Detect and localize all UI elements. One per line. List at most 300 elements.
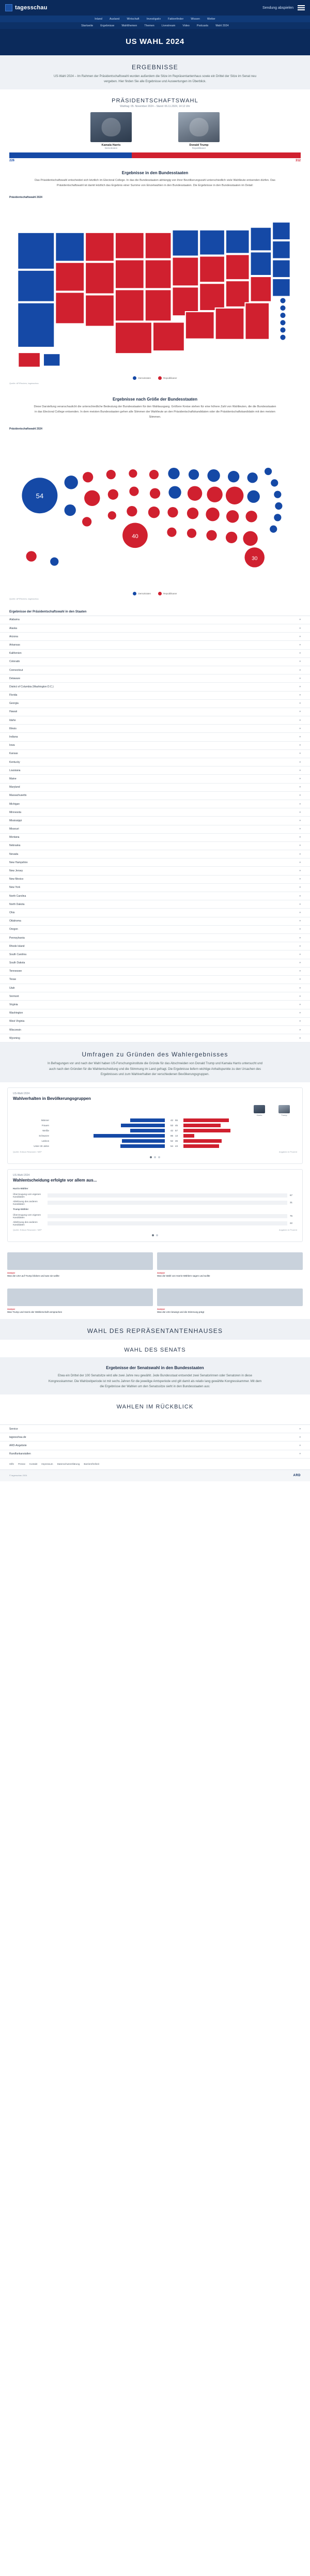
state-row[interactable] xyxy=(0,658,310,666)
us-bubble-map[interactable] xyxy=(0,432,310,590)
state-row[interactable] xyxy=(0,950,310,959)
footer-bottom xyxy=(0,1470,310,1481)
state-name: Alaska xyxy=(9,626,18,630)
states-accordion[interactable] xyxy=(0,616,310,1043)
nav-item-wissen[interactable]: Wissen xyxy=(191,17,200,21)
state-row[interactable] xyxy=(0,884,310,892)
secondary-nav[interactable] xyxy=(0,22,310,29)
teaser-tag: Analyse xyxy=(157,1307,165,1310)
state-row[interactable] xyxy=(0,992,310,1001)
us-bubble-map-svg xyxy=(8,433,302,590)
chart1-rep-bar xyxy=(183,1139,222,1143)
chart1-dem-bar-wrap xyxy=(51,1139,165,1143)
subnav-item-wahlthemen[interactable]: Wahlthemen xyxy=(121,24,137,27)
state-name: Iowa xyxy=(9,744,15,747)
state-name: Washington xyxy=(9,1011,23,1015)
chevron-down-icon: ▾ xyxy=(299,944,301,948)
state-name: Arkansas xyxy=(9,643,20,647)
chevron-down-icon: ▾ xyxy=(299,794,301,798)
footer-link[interactable]: Hilfe xyxy=(9,1462,14,1465)
chart1-rep-value: 46 xyxy=(175,1139,178,1142)
chevron-down-icon: ▾ xyxy=(299,668,301,672)
chart1-dem-bar-wrap xyxy=(51,1129,165,1132)
nav-item-investigativ[interactable]: Investigativ xyxy=(146,17,161,21)
teaser-tag: Analyse xyxy=(157,1271,165,1274)
state-name: Tennessee xyxy=(9,970,22,973)
chart1-rep-bar-wrap xyxy=(183,1139,297,1143)
site-logo[interactable] xyxy=(5,4,48,11)
chevron-down-icon: ▾ xyxy=(299,861,301,864)
chart-card-demographics xyxy=(7,1087,303,1164)
chart1-category-label: Weiße xyxy=(42,1129,49,1132)
subnav-item-startseite[interactable]: Startseite xyxy=(81,24,94,27)
state-row[interactable] xyxy=(0,800,310,808)
chevron-down-icon: ▾ xyxy=(299,869,301,873)
senate-explainer xyxy=(0,1357,310,1394)
chart1-rep-value: 57 xyxy=(175,1129,178,1132)
state-name: Wisconsin xyxy=(9,1028,21,1032)
state-row[interactable] xyxy=(0,842,310,850)
chart2-category-label: Überzeugung vom eigenen Kandidaten xyxy=(13,1213,41,1219)
state-row[interactable] xyxy=(0,616,310,624)
chevron-down-icon: ▾ xyxy=(299,1028,301,1032)
chart1-row xyxy=(13,1134,297,1138)
state-name: New Jersey xyxy=(9,869,23,873)
chart1-source: Quelle: Edison Research / NEP xyxy=(13,1150,42,1153)
state-name: Alabama xyxy=(9,618,20,622)
state-name: New Hampshire xyxy=(9,861,28,864)
state-row[interactable] xyxy=(0,867,310,875)
state-row[interactable] xyxy=(0,784,310,792)
state-name: Texas xyxy=(9,978,17,982)
harris-portrait-image xyxy=(254,1105,265,1113)
candidate-party: Republikaner xyxy=(192,147,206,150)
chart1-dem-bar xyxy=(130,1129,165,1132)
chart1-category-label: Schwarze xyxy=(39,1134,49,1137)
chart1-dem-value: 53 xyxy=(170,1124,173,1127)
bar-segment-democrats xyxy=(9,152,132,158)
legend-swatch-dem-icon xyxy=(133,376,136,380)
footer-section-label: tagesschau.de xyxy=(9,1435,26,1439)
chevron-down-icon: ▾ xyxy=(299,1435,301,1439)
state-row[interactable] xyxy=(0,674,310,683)
state-row[interactable] xyxy=(0,1009,310,1018)
state-row[interactable] xyxy=(0,650,310,658)
electoral-explainer-heading: Ergebnisse in den Bundesstaaten xyxy=(121,171,189,176)
state-name: Maine xyxy=(9,777,17,780)
chart2-source: Quelle: Edison Research / NEP xyxy=(13,1228,42,1231)
chart2-group-label-row xyxy=(13,1187,297,1191)
chevron-down-icon: ▾ xyxy=(299,694,301,697)
state-row[interactable] xyxy=(0,725,310,733)
pagination-dot[interactable] xyxy=(154,1156,156,1158)
chart2-bar-track xyxy=(48,1193,287,1198)
map1-caption: Präsidentschaftswahl 2024 xyxy=(9,196,42,200)
state-name: Louisiana xyxy=(9,769,21,772)
chevron-down-icon: ▾ xyxy=(299,710,301,714)
chevron-down-icon: ▾ xyxy=(299,836,301,839)
senate-heading: WAHL DES SENATS xyxy=(124,1347,186,1354)
subnav-item-themen[interactable]: Themen xyxy=(144,24,154,27)
house-heading: WAHL DES REPRÄSENTANTENHAUSES xyxy=(87,1327,223,1335)
chevron-down-icon: ▾ xyxy=(299,852,301,856)
chart1-candidate-heads xyxy=(13,1105,297,1116)
state-name: Kalifornien xyxy=(9,652,22,655)
chart1-dem-value: 42 xyxy=(170,1118,173,1122)
presidential-heading: PRÄSIDENTSCHAFTSWAHL xyxy=(112,98,198,104)
state-row[interactable] xyxy=(0,976,310,984)
overview-section-header xyxy=(0,1394,310,1417)
hamburger-icon[interactable] xyxy=(298,5,305,10)
teaser-image-2 xyxy=(157,1252,303,1270)
candidate-party: Demokraten xyxy=(104,147,118,150)
teaser-image-3 xyxy=(7,1289,153,1306)
state-name: Florida xyxy=(9,694,18,697)
electoral-votes-republicans: 312 xyxy=(295,159,301,163)
footer-link[interactable]: Datenschutzerklärung xyxy=(57,1462,80,1465)
state-name: Illinois xyxy=(9,727,17,730)
footer-link[interactable]: Impressum xyxy=(41,1462,53,1465)
state-row[interactable] xyxy=(0,834,310,842)
nav-item-ausland[interactable]: Ausland xyxy=(110,17,120,21)
chart1-rep-bar xyxy=(183,1144,219,1148)
footer-section-label: Service xyxy=(9,1427,18,1431)
candidate-name: Kamala Harris xyxy=(101,144,121,147)
teaser-row-1 xyxy=(0,1247,310,1283)
chart1-rep-value: 43 xyxy=(175,1144,178,1147)
chart1-rep-bar xyxy=(183,1118,229,1122)
state-row[interactable] xyxy=(0,683,310,691)
chart1-rep-bar xyxy=(183,1134,194,1138)
state-name: Nebraska xyxy=(9,844,21,848)
legend-swatch-dem-icon xyxy=(133,592,136,595)
state-name: Mississippi xyxy=(9,819,22,822)
chevron-down-icon: ▾ xyxy=(299,970,301,973)
teaser-card[interactable] xyxy=(7,1252,153,1278)
teaser-title: Was die USA bewegt und die Stimmung prägt xyxy=(157,1310,205,1313)
chart2-category-label: Ablehnung des anderen Kandidaten xyxy=(13,1200,38,1205)
teaser-card[interactable] xyxy=(157,1289,303,1314)
state-row[interactable] xyxy=(0,909,310,917)
teaser-image-4 xyxy=(157,1289,303,1306)
chart2-row xyxy=(13,1214,297,1219)
chart2-title: Wahlentscheidung erfolgte vor allem aus... xyxy=(13,1177,97,1183)
map1-credit: Quelle: AP/Reuters, tagesschau xyxy=(9,381,39,385)
chart1-row xyxy=(13,1118,297,1122)
electoral-vote-bar xyxy=(0,149,310,163)
chart1-dem-bar xyxy=(121,1124,165,1127)
state-row[interactable] xyxy=(0,750,310,758)
state-name: Oklahoma xyxy=(9,919,21,923)
state-row[interactable] xyxy=(0,792,310,800)
footer-section-row[interactable] xyxy=(0,1433,310,1442)
states-list-heading: Ergebnisse der Präsidentschaftswahl in den Staaten xyxy=(9,610,87,614)
footer-section-row[interactable] xyxy=(0,1442,310,1450)
legend-swatch-rep-icon xyxy=(158,592,162,595)
hero-header xyxy=(0,29,310,55)
chart1-dem-bar-wrap xyxy=(51,1118,165,1122)
chart1-dem-bar xyxy=(130,1118,165,1122)
chart1-row xyxy=(13,1144,297,1148)
chevron-down-icon: ▾ xyxy=(299,752,301,756)
state-row[interactable] xyxy=(0,1034,310,1042)
chevron-down-icon: ▾ xyxy=(299,1427,301,1431)
chevron-down-icon: ▾ xyxy=(299,1452,301,1456)
state-row[interactable] xyxy=(0,1018,310,1026)
chevron-down-icon: ▾ xyxy=(299,635,301,638)
legend-item-rep xyxy=(158,592,177,595)
chart2-value: 31 xyxy=(290,1201,293,1204)
chart1-dem-bar xyxy=(120,1144,165,1148)
chart1-dem-bar-wrap xyxy=(51,1124,165,1127)
chevron-down-icon: ▾ xyxy=(299,786,301,789)
subnav-item-wahl2024[interactable]: Wahl 2024 xyxy=(215,24,229,27)
results-heading: ERGEBNISSE xyxy=(131,64,179,71)
state-name: Kansas xyxy=(9,752,18,756)
pagination-dot[interactable] xyxy=(152,1234,154,1236)
us-choropleth-map[interactable] xyxy=(0,200,310,374)
chevron-down-icon: ▾ xyxy=(299,886,301,890)
chart1-dem-bar xyxy=(94,1134,165,1138)
chart1-row xyxy=(13,1129,297,1132)
subnav-item-ergebnisse[interactable]: Ergebnisse xyxy=(100,24,115,27)
state-name: Nevada xyxy=(9,852,19,856)
electoral-votes-democrats: 226 xyxy=(9,159,15,163)
footer-link[interactable]: Kontakt xyxy=(29,1462,38,1465)
state-row[interactable] xyxy=(0,742,310,750)
state-row[interactable] xyxy=(0,900,310,909)
state-name: New York xyxy=(9,886,21,890)
state-name: Ohio xyxy=(9,911,15,914)
chart1-rep-bar-wrap xyxy=(183,1134,297,1138)
state-row[interactable] xyxy=(0,959,310,968)
state-name: Virginia xyxy=(9,1003,18,1007)
nav-item-inland[interactable]: Inland xyxy=(95,17,103,21)
state-name: Hawaii xyxy=(9,710,18,714)
state-row[interactable] xyxy=(0,766,310,775)
state-row[interactable] xyxy=(0,775,310,783)
footer-link[interactable]: Presse xyxy=(18,1462,26,1465)
state-name: South Carolina xyxy=(9,953,27,956)
legend-item-dem xyxy=(133,592,151,595)
chevron-down-icon: ▾ xyxy=(299,1036,301,1040)
chevron-down-icon: ▾ xyxy=(299,760,301,764)
state-name: Vermont xyxy=(9,994,19,998)
chevron-down-icon: ▾ xyxy=(299,652,301,655)
chart2-bars xyxy=(13,1187,297,1226)
chart2-row xyxy=(13,1193,297,1198)
state-row[interactable] xyxy=(0,633,310,641)
teaser-card[interactable] xyxy=(7,1289,153,1314)
state-name: Connecticut xyxy=(9,668,23,672)
state-row[interactable] xyxy=(0,917,310,926)
state-row[interactable] xyxy=(0,1001,310,1009)
trump-portrait-image xyxy=(278,1105,290,1113)
chevron-down-icon: ▾ xyxy=(299,827,301,831)
state-row[interactable] xyxy=(0,825,310,834)
chart2-category-label: Überzeugung vom eigenen Kandidaten xyxy=(13,1192,41,1198)
chevron-down-icon: ▾ xyxy=(299,878,301,881)
state-name: Idaho xyxy=(9,718,16,722)
chevron-down-icon: ▾ xyxy=(299,911,301,914)
chart1-category-label: Latinos xyxy=(41,1139,49,1142)
subnav-item-video[interactable]: Video xyxy=(182,24,190,27)
state-name: Minnesota xyxy=(9,810,22,814)
subnav-item-podcasts[interactable]: Podcasts xyxy=(197,24,209,27)
electoral-explainer xyxy=(0,163,310,192)
pagination-dot[interactable] xyxy=(158,1156,160,1158)
chevron-down-icon: ▾ xyxy=(299,953,301,956)
footer-section-row[interactable] xyxy=(0,1450,310,1459)
trump-portrait-image xyxy=(178,112,220,142)
state-name: South Dakota xyxy=(9,961,25,965)
state-row[interactable] xyxy=(0,700,310,708)
state-name: Michigan xyxy=(9,802,20,806)
state-row[interactable] xyxy=(0,692,310,700)
chart1-rep-bar-wrap xyxy=(183,1124,297,1127)
state-name: Georgia xyxy=(9,702,19,706)
legend-label-rep: Republikaner xyxy=(163,592,177,595)
chevron-down-icon: ▾ xyxy=(299,994,301,998)
chart1-rep-bar-wrap xyxy=(183,1144,297,1148)
state-name: Oregon xyxy=(9,928,18,931)
bubble-explainer-heading: Ergebnisse nach Größe der Bundesstaaten xyxy=(112,396,198,402)
chart1-rep-bar-wrap xyxy=(183,1129,297,1132)
chevron-down-icon: ▾ xyxy=(299,744,301,747)
house-section-header xyxy=(0,1319,310,1340)
bubble-explainer xyxy=(0,390,310,423)
chevron-down-icon: ▾ xyxy=(299,718,301,722)
chart2-group-label: Trump-Wähler xyxy=(13,1208,29,1211)
state-row[interactable] xyxy=(0,641,310,649)
electoral-explainer-body: Das Präsidentschaftswahl entscheidet sich letztlich im Electoral College. In das die Bundesstaaten abhängig von ihrer Bevölkerungszahl unterschiedlich viele Wahlleute entsenden dürfen. Das Präsidentschaftswahl ist damit letztlich das Ergebnis einer Summe von Einzelwahlen in den Bundesstaaten. Die Ergebnisse in den Bundesstaaten im Detail: xyxy=(35,179,275,188)
chart1-dem-value: 52 xyxy=(170,1139,173,1142)
state-name: Indiana xyxy=(9,735,18,739)
nav-item-wirtschaft[interactable]: Wirtschaft xyxy=(127,17,140,21)
candidate-trump xyxy=(178,112,220,149)
candidate-name: Donald Trump xyxy=(189,144,209,147)
state-name: Arizona xyxy=(9,635,18,638)
chart1-head-label: Harris xyxy=(256,1113,262,1116)
footer-section-label: Rundfunkanstalten xyxy=(9,1452,31,1456)
svg-text:30: 30 xyxy=(252,555,258,561)
footer-accordion[interactable] xyxy=(0,1424,310,1459)
state-row[interactable] xyxy=(0,850,310,858)
brand-name: tagesschau xyxy=(15,5,48,11)
chart1-category-label: Unter 30 Jahre xyxy=(34,1144,49,1147)
legend-label-dem: Demokraten xyxy=(138,376,151,379)
state-name: Maryland xyxy=(9,786,20,789)
nav-item-wetter[interactable]: Wetter xyxy=(207,17,215,21)
teaser-title: Was Trump und Harris der Wählerschaft versprachen xyxy=(7,1310,63,1313)
state-row[interactable] xyxy=(0,892,310,900)
chart2-bar-track xyxy=(48,1201,287,1205)
chart1-row xyxy=(13,1139,297,1143)
state-row[interactable] xyxy=(0,984,310,992)
state-row[interactable] xyxy=(0,858,310,867)
state-row[interactable] xyxy=(0,817,310,825)
page-title: US WAHL 2024 xyxy=(126,37,184,46)
chart-card-motivation xyxy=(7,1169,303,1242)
surveys-heading: Umfragen zu Gründen des Wahlergebnisses xyxy=(82,1051,228,1059)
state-name: Colorado xyxy=(9,660,20,664)
chart2-row xyxy=(13,1221,297,1226)
state-row[interactable] xyxy=(0,942,310,950)
chevron-down-icon: ▾ xyxy=(299,626,301,630)
chart2-unit: Angaben in Prozent xyxy=(278,1228,297,1231)
senate-explainer-body: Etwa ein Drittel der 100 Senatsitze wird alle zwei Jahre neu gewählt. Jede Bundesstaat entsendet zwei Senatorinnen oder Senatoren in diese Kongresskammer. Die Wahlzeitperiode ist mit sechs Jahren für die jeweilige Amtsperiode und gilt damit als relativ lang gewählte Kongresskammer. Mit dem die Ergebnisse der Wahlen um den Senatssitze sieht in den Bundesstaaten aus: xyxy=(48,1374,262,1388)
state-name: Massachusetts xyxy=(9,794,27,798)
senate-section-header xyxy=(0,1340,310,1357)
state-row[interactable] xyxy=(0,716,310,725)
chart2-kicker: US-Wahl 2024 xyxy=(13,1173,30,1177)
chart1-kicker: US-Wahl 2024 xyxy=(13,1092,30,1095)
chevron-down-icon: ▾ xyxy=(299,677,301,680)
teaser-image-1 xyxy=(7,1252,153,1270)
footer-link[interactable]: Barrierefreiheit xyxy=(84,1462,99,1465)
pagination-dot[interactable] xyxy=(156,1234,158,1236)
chart1-unit: Angaben in Prozent xyxy=(278,1150,297,1153)
chevron-down-icon: ▾ xyxy=(299,961,301,965)
teaser-row-2 xyxy=(0,1283,310,1320)
teaser-tag: Analyse xyxy=(7,1307,16,1310)
state-name: Kentucky xyxy=(9,760,20,764)
state-name: New Mexico xyxy=(9,878,24,881)
map2-legend xyxy=(0,590,310,596)
candidate-row xyxy=(0,112,310,149)
nav-item-faktenfinder[interactable]: Faktenfinder xyxy=(168,17,184,21)
state-row[interactable] xyxy=(0,808,310,817)
chart2-bar-track xyxy=(48,1221,287,1225)
chart2-category-label: Ablehnung des anderen Kandidaten xyxy=(13,1220,38,1226)
footer-links[interactable] xyxy=(0,1459,310,1469)
chevron-down-icon: ▾ xyxy=(299,1020,301,1023)
state-row[interactable] xyxy=(0,926,310,934)
legend-label-dem: Demokraten xyxy=(138,592,151,595)
subnav-item-livestream[interactable]: Livestream xyxy=(161,24,176,27)
teaser-title: Was die USA auf Trump blicken und was sie wollte xyxy=(7,1274,59,1277)
state-row[interactable] xyxy=(0,1026,310,1034)
primary-nav[interactable] xyxy=(0,16,310,22)
state-name: West Virginia xyxy=(9,1020,25,1023)
state-row[interactable] xyxy=(0,968,310,976)
state-row[interactable] xyxy=(0,758,310,766)
chart1-rep-bar-wrap xyxy=(183,1118,297,1122)
chart1-head-harris xyxy=(254,1105,265,1116)
chart1-bars xyxy=(13,1118,297,1148)
senate-explainer-heading: Ergebnisse der Senatswahl in den Bundesstaaten xyxy=(106,1366,204,1371)
ard-logo: ARD xyxy=(293,1474,301,1477)
chart1-rep-value: 45 xyxy=(175,1124,178,1127)
teaser-card[interactable] xyxy=(157,1252,303,1278)
pagination-dot[interactable] xyxy=(150,1156,152,1158)
state-row[interactable] xyxy=(0,733,310,741)
state-row[interactable] xyxy=(0,876,310,884)
state-row[interactable] xyxy=(0,708,310,716)
state-name: Delaware xyxy=(9,677,21,680)
state-row[interactable] xyxy=(0,624,310,633)
play-broadcast-label[interactable]: Sendung abspielen xyxy=(262,6,293,10)
state-row[interactable] xyxy=(0,666,310,674)
chevron-down-icon: ▾ xyxy=(299,919,301,923)
chart2-bar-track xyxy=(48,1214,287,1218)
state-row[interactable] xyxy=(0,934,310,942)
chart1-category-label: Frauen xyxy=(41,1124,49,1127)
svg-text:40: 40 xyxy=(132,533,138,540)
footer-section-row[interactable] xyxy=(0,1425,310,1433)
surveys-section-header xyxy=(0,1042,310,1082)
chevron-down-icon: ▾ xyxy=(299,819,301,822)
